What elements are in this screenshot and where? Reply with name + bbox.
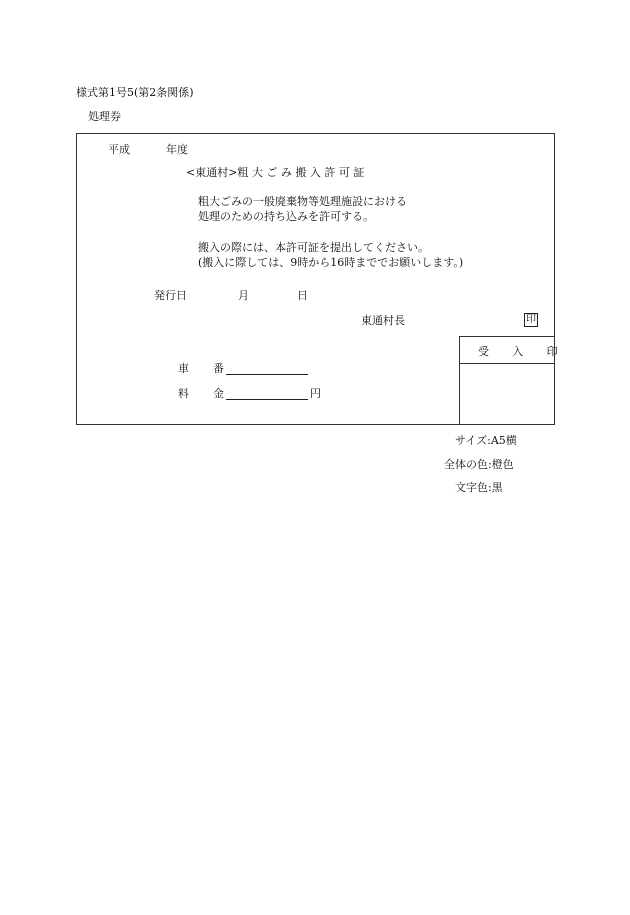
spec-text-color: 文字色:黒 (455, 481, 503, 494)
receipt-stamp-label: 受 入 印 (478, 345, 568, 358)
notice-line-1: 搬入の際には、本許可証を提出してください。 (198, 241, 429, 254)
spec-size: サイズ:A5横 (455, 434, 517, 447)
vehicle-label-1: 車 (178, 362, 189, 375)
fee-label-1: 料 (178, 387, 189, 400)
issue-date-label: 発行日 (154, 289, 187, 302)
notice-line-2: (搬入に際しては、9時から16時まででお願いします。) (198, 256, 464, 269)
vehicle-label-2: 番 (213, 362, 224, 375)
form-number: 様式第1号5(第2条関係) (76, 86, 194, 99)
receipt-stamp-divider (459, 363, 555, 364)
spec-overall-color: 全体の色:橙色 (444, 458, 514, 471)
era-label: 平成 (108, 143, 130, 156)
vehicle-number-blank (226, 374, 308, 375)
permit-title: <東通村>粗 大 ご み 搬 入 許 可 証 (186, 166, 365, 179)
seal-mark: 印 (526, 314, 536, 325)
fiscal-year-label: 年度 (166, 143, 188, 156)
month-label: 月 (238, 289, 249, 302)
form-name: 処理券 (88, 110, 121, 123)
fee-unit: 円 (310, 387, 321, 400)
permit-description-line-2: 処理のための持ち込みを許可する。 (198, 210, 374, 223)
fee-blank (226, 399, 308, 400)
fee-label-2: 金 (213, 387, 224, 400)
issuer-name: 東通村長 (361, 314, 405, 327)
day-label: 日 (297, 289, 308, 302)
permit-description-line-1: 粗大ごみの一般廃棄物等処理施設における (198, 195, 407, 208)
